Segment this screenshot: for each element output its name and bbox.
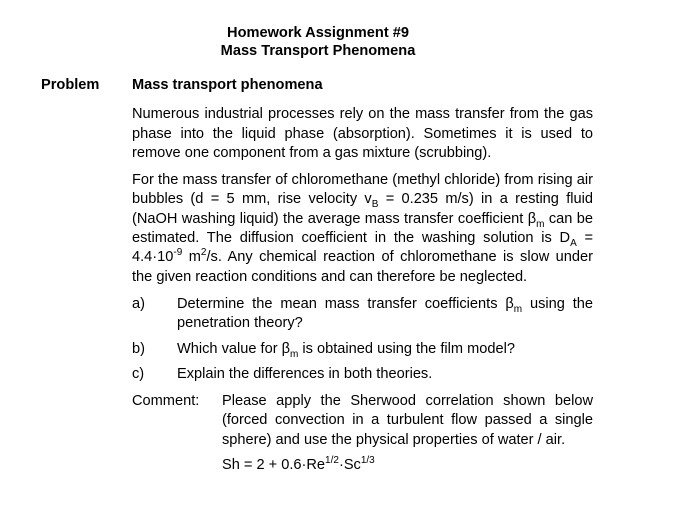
question-b [132,340,593,359]
header-subtitle: Mass Transport Phenomena [220,43,416,59]
para-text-4: = 4.4·10 [132,230,594,266]
problem-content [132,76,593,475]
question-letter: c) [132,365,145,382]
beta-subscript: m [536,218,545,230]
comment-body [222,392,593,475]
velocity-subscript: B [371,199,379,211]
question-letter: a) [132,295,145,312]
unit-superscript: 2 [200,247,207,259]
problem-label: Problem [41,77,100,93]
comment-block [132,392,593,475]
para-text-1: For the mass transfer of chloromethane (methyl chloride) from rising air bubbles (d = 5 mm, rise velocity v [132,172,593,208]
question-text: Explain the differences in both theories. [177,365,433,382]
document-header [200,24,436,60]
question-text: Determine the mean mass transfer coefficients $\beta_m$ using the penetration theory? [177,295,593,332]
question-a [132,295,593,334]
diffusion-subscript: A [570,237,577,249]
header-title: Homework Assignment #9 [227,25,409,41]
re-exponent: 1/2 [325,455,339,467]
comment-label: Comment: [132,393,200,410]
para-text-6: /s. Any chemical reaction of chloromethane is slow under the given reaction conditions and can therefore be neglected. [132,249,593,285]
para-text-3: can be estimated. The diffusion coefficient in the washing solution is D [132,210,594,247]
sherwood-formula: $Sh = 2 + 0.6\cdot Re^{1/2}\cdot Sc^{1/3}$ [222,455,375,474]
question-text: Which value for $\beta_m$ is obtained using the film model? [177,340,515,360]
problem-paragraph [132,171,593,287]
comment-text: Please apply the Sherwood correlation shown below (forced convection in a turbulent flow passed a single sphere) and use the physical properties of water / air. [222,393,593,448]
sc-exponent: 1/3 [360,455,375,467]
para-text-5: m [182,249,201,266]
section-title: Mass transport phenomena [132,77,323,93]
question-c [132,365,593,384]
exponent-superscript: -9 [173,247,183,259]
question-letter: b) [132,340,145,357]
para-text-2: = 0.235 m/s) in a resting fluid (NaOH washing liquid) the average mass transfer coefficient β [132,191,593,227]
intro-paragraph: Numerous industrial processes rely on the mass transfer from the gas phase into the liquid phase (absorption). Sometimes it is used to remove one component from a gas mixture (scrubbing). [132,106,593,161]
